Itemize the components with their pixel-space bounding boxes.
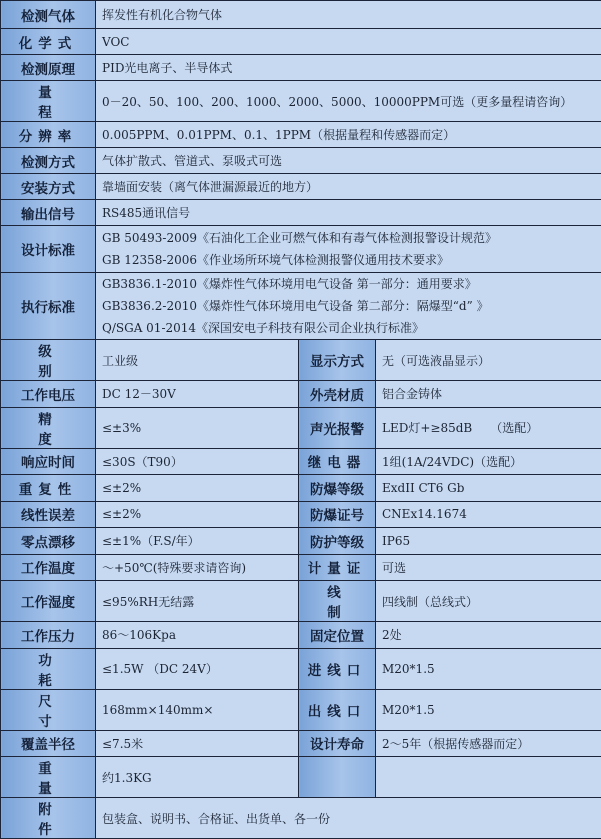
spec-label-right: 防爆证号 [299,501,376,528]
standard-line: GB3836.2-2010《爆炸性气体环境用电气设备 第二部分：隔爆型“d” 》 [102,295,601,317]
spec-row [1,648,601,689]
spec-label: 执行标准 [1,273,96,340]
spec-label-right: 计量证 [299,554,376,581]
spec-value-right: 铝合金铸体 [376,381,601,408]
spec-value: PID光电离子、半导体式 [96,55,601,81]
spec-value: ≤±1%（F.S/年） [96,528,299,555]
spec-label-right: 固定位置 [299,622,376,649]
spec-value: 工业级 [96,340,299,381]
spec-label: 精度 [1,407,96,448]
spec-label: 附件 [1,798,96,839]
spec-value-right: 1组(1A/24VDC)（选配） [376,448,601,475]
design-standard-row [1,226,601,273]
standard-line: Q/SGA 01-2014《深国安电子科技有限公司企业执行标准》 [102,317,601,339]
spec-label: 级别 [1,340,96,381]
spec-value: ≤±2% [96,501,299,528]
spec-label-right [299,757,376,798]
spec-value-right [376,757,601,798]
spec-value: ≤1.5W （DC 24V） [96,648,299,689]
spec-value-right: M20*1.5 [376,648,601,689]
spec-row [1,407,601,448]
spec-row [1,581,601,622]
spec-value-right: LED灯+≥85dB （选配） [376,407,601,448]
spec-value: 168mm×140mm× [96,689,299,730]
spec-value-right: IP65 [376,528,601,555]
spec-label-right: 外壳材质 [299,381,376,408]
spec-row [1,475,601,502]
spec-value-right: 四线制（总线式） [376,581,601,622]
spec-row [1,1,601,29]
spec-row [1,174,601,200]
spec-label: 分辨率 [1,122,96,148]
spec-row [1,200,601,226]
spec-row [1,381,601,408]
spec-row [1,29,601,55]
spec-value-right: 可选 [376,554,601,581]
spec-value: ≤±2% [96,475,299,502]
spec-row [1,340,601,381]
standard-line: GB 12358-2006《作业场所环境气体检测报警仪通用技术要求》 [102,249,601,271]
spec-value: 靠墙面安装（离气体泄漏源最近的地方） [96,174,601,200]
spec-row [1,448,601,475]
spec-label-right: 线制 [299,581,376,622]
spec-value: 包装盒、说明书、合格证、出货单、各一份 [96,798,601,839]
spec-row [1,528,601,555]
spec-label-right: 防护等级 [299,528,376,555]
spec-row [1,148,601,174]
standard-line: GB 50493-2009《石油化工企业可燃气体和有毒气体检测报警设计规范》 [102,227,601,249]
spec-row [1,55,601,81]
spec-value: ≤30S（T90） [96,448,299,475]
spec-value: ≤7.5米 [96,730,299,757]
spec-value: ≤95%RH无结露 [96,581,299,622]
spec-row [1,554,601,581]
spec-label: 尺寸 [1,689,96,730]
spec-label: 工作电压 [1,381,96,408]
spec-value-right: 2～5年（根据传感器而定） [376,730,601,757]
spec-label-right: 防爆等级 [299,475,376,502]
spec-value-right: ExdII CT6 Gb [376,475,601,502]
spec-label-right: 进线口 [299,648,376,689]
spec-row [1,122,601,148]
spec-value: 86～106Kpa [96,622,299,649]
spec-row [1,622,601,649]
standard-line: GB3836.1-2010《爆炸性气体环境用电气设备 第一部分：通用要求》 [102,273,601,295]
spec-label: 量程 [1,81,96,122]
spec-label: 输出信号 [1,200,96,226]
spec-value: 约1.3KG [96,757,299,798]
spec-value: 气体扩散式、管道式、泵吸式可选 [96,148,601,174]
accessories-row [1,798,601,839]
spec-value-right: CNEx14.1674 [376,501,601,528]
spec-row [1,501,601,528]
spec-label: 检测原理 [1,55,96,81]
spec-value: ～+50℃(特殊要求请咨询) [96,554,299,581]
spec-label: 工作压力 [1,622,96,649]
spec-label: 功耗 [1,648,96,689]
spec-value-right: 2处 [376,622,601,649]
spec-label-right: 继电器 [299,448,376,475]
spec-value: RS485通讯信号 [96,200,601,226]
spec-row [1,730,601,757]
spec-row [1,689,601,730]
spec-value: VOC [96,29,601,55]
spec-label: 工作温度 [1,554,96,581]
spec-value-right: 无（可选液晶显示） [376,340,601,381]
spec-value-right: M20*1.5 [376,689,601,730]
spec-label: 工作湿度 [1,581,96,622]
spec-label-right: 声光报警 [299,407,376,448]
spec-value [96,226,601,273]
spec-label: 重量 [1,757,96,798]
spec-value [96,273,601,340]
spec-label: 设计标准 [1,226,96,273]
spec-label: 化学式 [1,29,96,55]
spec-value: 0－20、50、100、200、1000、2000、5000、10000PPM可选（更多量程请咨询） [96,81,601,122]
spec-label-right: 设计寿命 [299,730,376,757]
spec-label-right: 出线口 [299,689,376,730]
spec-label: 覆盖半径 [1,730,96,757]
spec-value: ≤±3% [96,407,299,448]
spec-label-right: 显示方式 [299,340,376,381]
spec-label: 重复性 [1,475,96,502]
spec-label: 安装方式 [1,174,96,200]
spec-value: 0.005PPM、0.01PPM、0.1、1PPM（根据量程和传感器而定） [96,122,601,148]
spec-label: 检测方式 [1,148,96,174]
spec-label: 线性误差 [1,501,96,528]
spec-value: DC 12－30V [96,381,299,408]
exec-standard-row [1,273,601,340]
spec-row [1,757,601,798]
spec-row [1,81,601,122]
spec-value: 挥发性有机化合物气体 [96,1,601,29]
spec-label: 检测气体 [1,1,96,29]
spec-label: 零点漂移 [1,528,96,555]
spec-label: 响应时间 [1,448,96,475]
